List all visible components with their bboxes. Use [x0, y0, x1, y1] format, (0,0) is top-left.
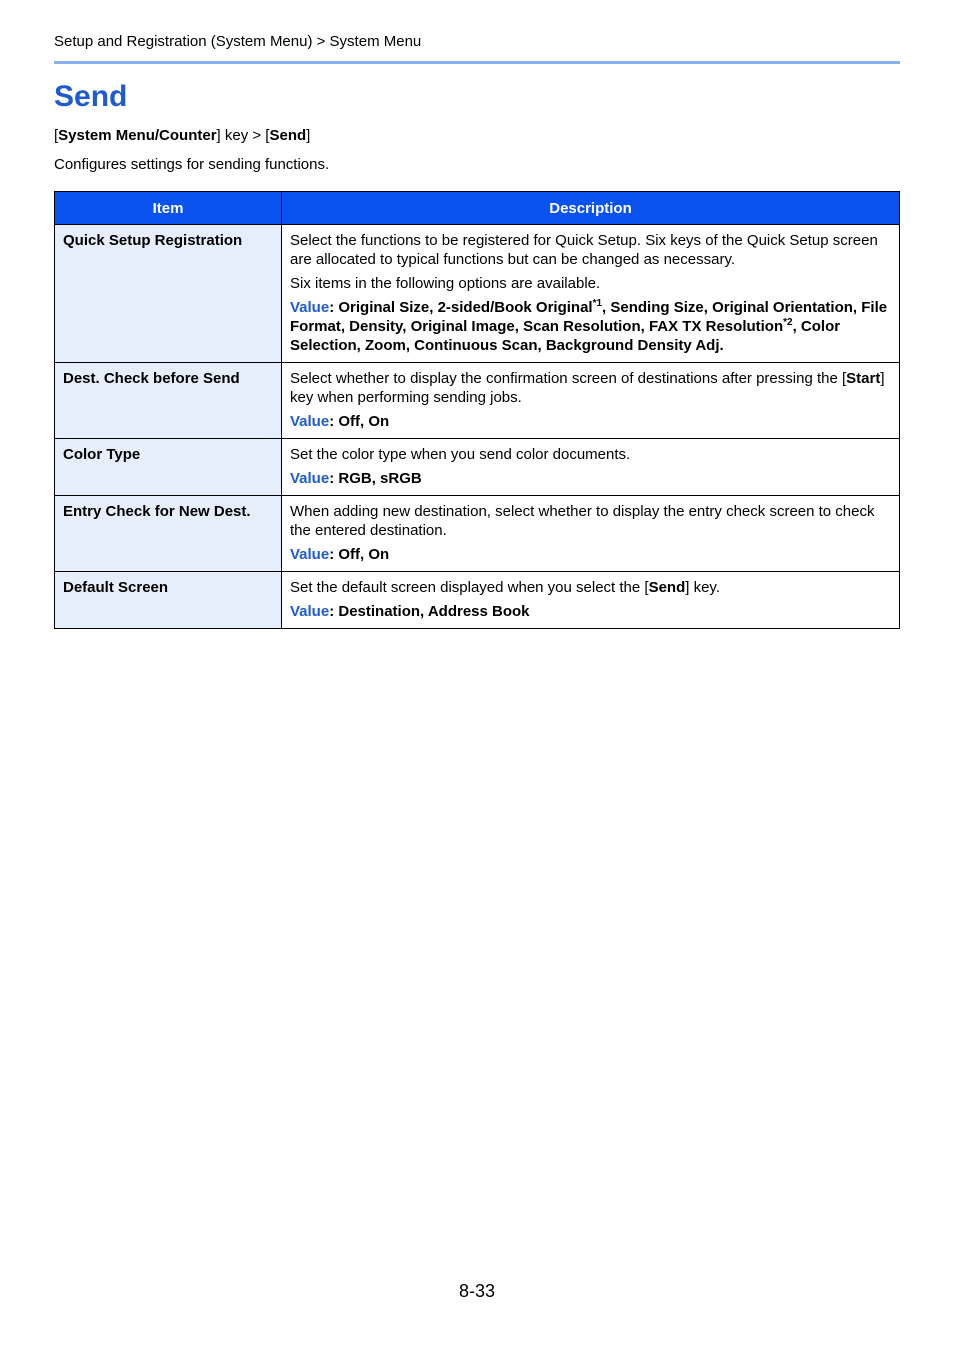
table-row	[55, 496, 900, 572]
key-path: [System Menu/Counter] key > [Send]	[54, 127, 311, 144]
column-header-item: Item	[55, 192, 282, 225]
row-description: Set the default screen displayed when you select the [Send] key. Value: Destination, Address Book	[282, 572, 900, 629]
table-row	[55, 572, 900, 629]
intro-text: Configures settings for sending functions.	[54, 156, 330, 173]
settings-table	[54, 191, 900, 629]
row-item: Color Type	[55, 439, 282, 496]
page-title: Send	[54, 80, 128, 113]
table-row	[55, 439, 900, 496]
row-value: Value: Off, On	[290, 413, 390, 430]
row-description: Select the functions to be registered for Quick Setup. Six keys of the Quick Setup screen are allocated to typical functions but can be changed as necessary. Six items in the following options are available. Value: Original Size, 2-sided/Book Original$^{*1}$, Sending Size, Original Orientation, File Format, Density, Original Image, Scan Resolution, FAX TX Resolution$^{*2}$, Color Selection, Zoom, Continuous Scan, Background Density Adj.	[282, 225, 900, 363]
row-item: Dest. Check before Send	[55, 363, 282, 439]
row-item: Entry Check for New Dest.	[55, 496, 282, 572]
table-header-row	[55, 192, 900, 225]
key-system-menu: System Menu/Counter	[58, 127, 217, 144]
row-item: Default Screen	[55, 572, 282, 629]
table-row	[55, 225, 900, 363]
breadcrumb: Setup and Registration (System Menu) > System Menu	[54, 33, 422, 50]
row-value: Value: RGB, sRGB	[290, 470, 422, 487]
table-row	[55, 363, 900, 439]
row-description: When adding new destination, select whether to display the entry check screen to check the entered destination. Value: Off, On	[282, 496, 900, 572]
header-rule	[54, 61, 900, 64]
footnote-marker: *2	[783, 317, 793, 328]
row-item: Quick Setup Registration	[55, 225, 282, 363]
key-send: Send	[269, 127, 307, 144]
row-value: Value: Off, On	[290, 546, 390, 563]
column-header-description: Description	[282, 192, 900, 225]
row-description: Select whether to display the confirmation screen of destinations after pressing the [Start] key when performing sending jobs. Value: Off, On	[282, 363, 900, 439]
row-value: Value: Destination, Address Book	[290, 603, 530, 620]
footnote-marker: *1	[592, 298, 603, 309]
row-value: Value: Original Size, 2-sided/Book Original$^{*1}$, Sending Size, Original Orientation, File Format, Density, Original Image, Scan Resolution, FAX TX Resolution$^{*2}$, Color Selection, Zoom, Continuous Scan, Background Density Adj.	[290, 298, 888, 354]
page-number: 8-33	[458, 1281, 496, 1301]
row-description: Set the color type when you send color documents. Value: RGB, sRGB	[282, 439, 900, 496]
